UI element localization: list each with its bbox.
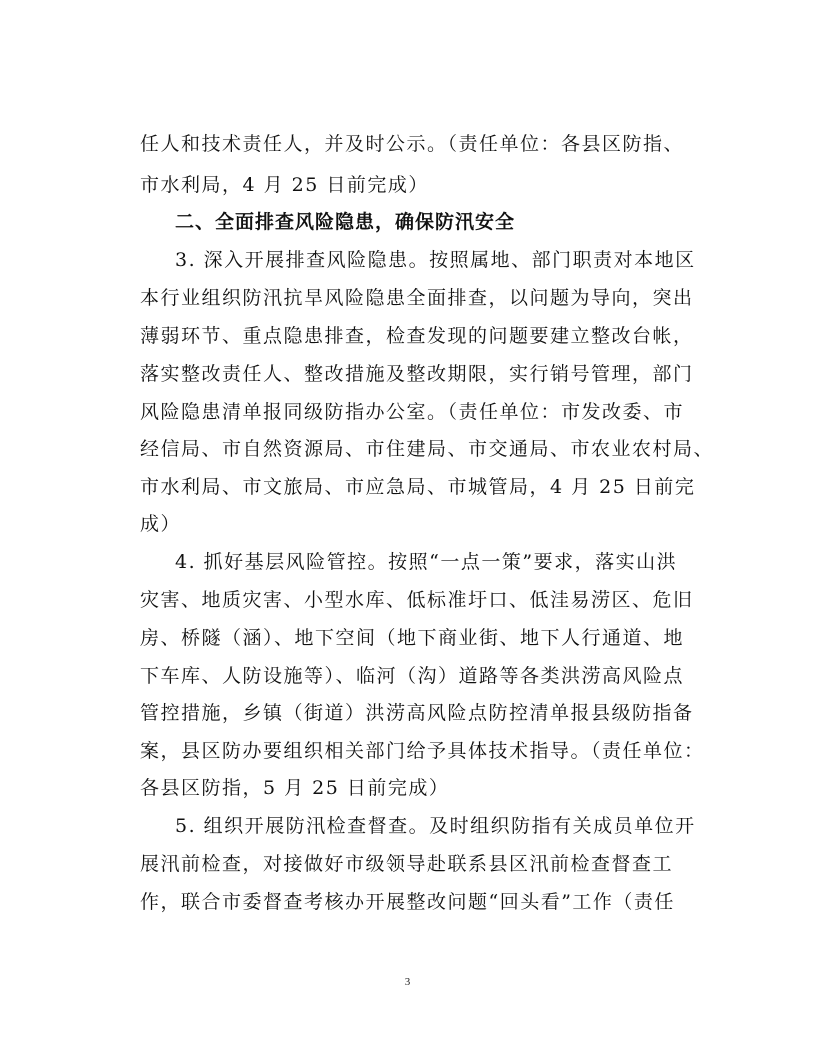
paragraph-start-line: 5. 组织开展防汛检查督查。及时组织防指有关成员单位开 <box>175 815 696 837</box>
body-text-line: 各县区防指，5 月 25 日前完成） <box>140 777 450 799</box>
paragraph-start-line: 4. 抓好基层风险管控。按照“一点一策”要求，落实山洪 <box>175 551 678 573</box>
body-text-line: 市水利局，4 月 25 日前完成） <box>140 174 429 196</box>
body-text-line: 房、桥隧（涵）、地下空间（地下商业街、地下人行通道、地 <box>140 627 685 649</box>
page-number: 3 <box>404 976 411 988</box>
body-text-line: 管控措施，乡镇（街道）洪涝高风险点防控清单报县级防指备 <box>140 702 694 724</box>
body-text-line: 下车库、人防设施等）、临河（沟）道路等各类洪涝高风险点 <box>140 665 685 687</box>
body-text-line: 案，县区防办要组织相关部门给予具体技术指导。（责任单位： <box>140 740 705 762</box>
body-text-line: 经信局、市自然资源局、市住建局、市交通局、市农业农村局、 <box>140 438 715 460</box>
body-text-line: 落实整改责任人、整改措施及整改期限，实行销号管理，部门 <box>140 363 694 385</box>
body-text-line: 灾害、地质灾害、小型水库、低标准圩口、低洼易涝区、危旧 <box>140 589 694 611</box>
body-text-line: 市水利局、市文旅局、市应急局、市城管局，4 月 25 日前完 <box>140 476 696 498</box>
body-text-line: 展汛前检查，对接做好市级领导赴联系县区汛前检查督查工 <box>140 853 674 875</box>
section-heading: 二、全面排查风险隐患，确保防汛安全 <box>175 211 516 233</box>
paragraph-start-line: 3. 深入开展排查风险隐患。按照属地、部门职责对本地区 <box>175 249 696 271</box>
body-text-line: 风险隐患清单报同级防指办公室。（责任单位：市发改委、市 <box>140 401 685 423</box>
body-text-line: 作，联合市委督查考核办开展整改问题“回头看”工作（责任 <box>140 891 675 913</box>
body-text-line: 成） <box>140 513 182 535</box>
body-text-line: 任人和技术责任人，并及时公示。（责任单位：各县区防指、 <box>140 133 685 155</box>
body-text-line: 本行业组织防汛抗旱风险隐患全面排查，以问题为导向，突出 <box>140 287 694 309</box>
body-text-line: 薄弱环节、重点隐患排查，检查发现的问题要建立整改台帐， <box>140 325 694 347</box>
